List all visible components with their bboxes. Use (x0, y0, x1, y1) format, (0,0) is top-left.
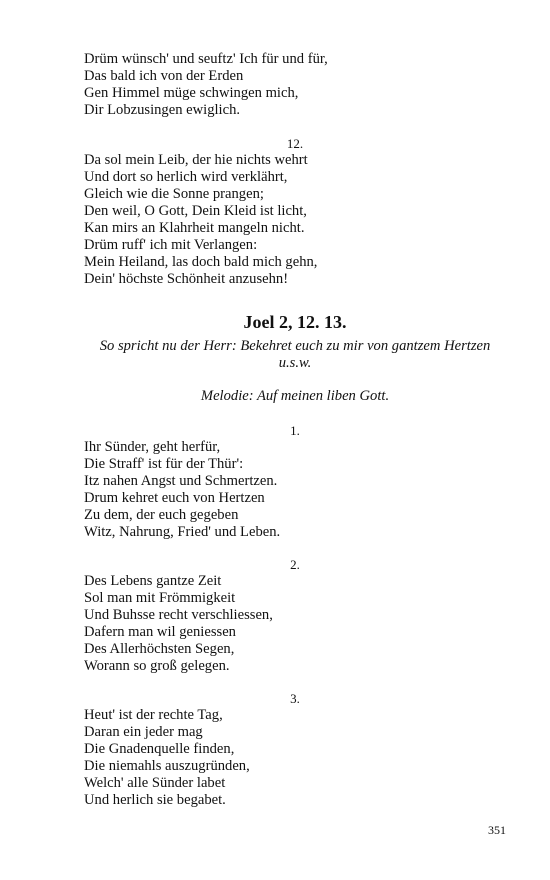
verse-line: Des Lebens gantze Zeit (84, 573, 222, 589)
verse-line: Kan mirs an Klahrheit mangeln nicht. (84, 220, 305, 236)
verse-line: Die Gnadenquelle finden, (84, 741, 235, 757)
page-number: 351 (488, 823, 506, 837)
verse-line: Mein Heiland, las doch bald mich gehn, (84, 254, 318, 270)
stanza-number: 2. (290, 557, 300, 572)
verse-line: Die niemahls auszugründen, (84, 758, 250, 774)
stanza-number: 1. (290, 423, 300, 438)
verse-line: Des Allerhöchsten Segen, (84, 641, 235, 657)
verse-line: Die Straff' ist für der Thür': (84, 456, 244, 472)
verse-line: Dein' höchste Schönheit anzusehn! (84, 271, 289, 287)
verse-line: Drüm ruff' ich mit Verlangen: (84, 237, 258, 253)
verse-line: Dir Lobzusingen ewiglich. (84, 102, 241, 118)
verse-line: Welch' alle Sünder labet (84, 775, 226, 791)
stanza-number: 12. (286, 136, 304, 151)
verse-line: Drüm wünsch' und seuftz' Ich für und für, (84, 51, 328, 67)
verse-line: Und herlich sie begabet. (84, 792, 226, 808)
verse-line: Ihr Sünder, geht herfür, (84, 439, 221, 455)
verse-line: Gleich wie die Sonne prangen; (84, 186, 264, 202)
verse-line: Da sol mein Leib, der hie nichts wehrt (84, 152, 308, 168)
verse-line: Und Buhsse recht verschliessen, (84, 607, 273, 623)
stanza-number: 3. (290, 691, 300, 706)
verse-line: Und dort so herlich wird verklährt, (84, 169, 288, 185)
melody-line: Melodie: Auf meinen liben Gott. (200, 388, 390, 404)
verse-line: Den weil, O Gott, Dein Kleid ist licht, (84, 203, 307, 219)
verse-line: Witz, Nahrung, Fried' und Leben. (84, 524, 281, 540)
verse-line: Heut' ist der rechte Tag, (84, 707, 223, 723)
verse-line: Daran ein jeder mag (84, 724, 203, 740)
hymn-epigraph: So spricht nu der Herr: Bekehret euch zu mir von gantzem Hertzen u.s.w. (99, 338, 491, 371)
verse-line: Dafern man wil geniessen (84, 624, 236, 640)
verse-line: Zu dem, der euch gegeben (84, 507, 239, 523)
verse-line: Worann so groß gelegen. (84, 658, 230, 674)
hymn-title: Joel 2, 12. 13. (243, 312, 347, 332)
verse-line: Das bald ich von der Erden (84, 68, 244, 84)
verse-line: Drum kehret euch von Hertzen (84, 490, 265, 506)
verse-line: Itz nahen Angst und Schmertzen. (84, 473, 278, 489)
verse-line: Gen Himmel müge schwingen mich, (84, 85, 299, 101)
verse-line: Sol man mit Frömmigkeit (84, 590, 236, 606)
